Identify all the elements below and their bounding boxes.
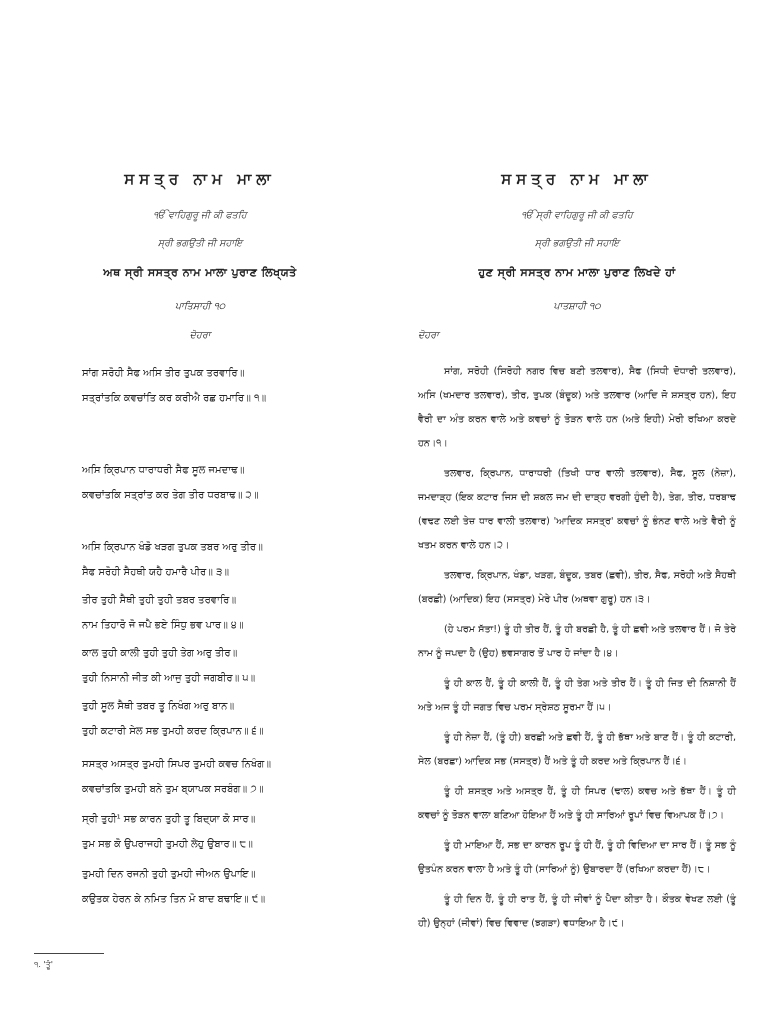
verse-line: ਕਵਚਾਂਤਕਿ ਸਤ੍ਰਾਂਤ ਕਰ ਤੇਗ ਤੀਰ ਧਰਬਾਢ॥ ੨॥ bbox=[82, 490, 259, 501]
verse-2 bbox=[82, 458, 318, 508]
verse-9 bbox=[82, 862, 318, 912]
translation-paragraph-7: ਤੂੰ ਹੀ ਸ਼ਸਤ੍ਰ ਅਤੇ ਅਸਤ੍ਰ ਹੈਂ, ਤੂੰ ਹੀ ਸਿਪਰ (ਢਾਲ) ਕਵਚ ਅਤੇ ਭੱਥਾ ਹੈਂ। ਤੂੰ ਹੀ ਕਵਚਾਂ ਨੂੰ ਤੋੜਨ ਵਾਲਾ ਬਣਿਆ ਹੋਇਆ ਹੈਂ ਅਤੇ ਤੂੰ ਹੀ ਸਾਰਿਆਂ ਰੂਪਾਂ ਵਿਚ ਵਿਆਪਕ ਹੈਂ।੭। bbox=[418, 786, 736, 821]
verse-line: ਸ੍ਰੀ ਤੁਹੀ¹ ਸਭ ਕਾਰਨ ਤੁਹੀ ਤੂ ਬਿਦ੍ਯਾ ਕੋ ਸਾਰ॥ bbox=[82, 814, 256, 825]
left-subtitle: ਅਥ ਸ੍ਰੀ ਸਸਤ੍ਰ ਨਾਮ ਮਾਲਾ ਪੁਰਾਣ ਲਿਖ੍ਯਤੇ bbox=[103, 266, 297, 279]
translation-paragraph-5: ਤੂੰ ਹੀ ਕਾਲ ਹੈਂ, ਤੂੰ ਹੀ ਕਾਲੀ ਹੈਂ, ਤੂੰ ਹੀ ਤੇਗ ਅਤੇ ਤੀਰ ਹੈਂ। ਤੂੰ ਹੀ ਜਿਤ ਦੀ ਨਿਸ਼ਾਨੀ ਹੈਂ ਅਤੇ ਅਜ ਤੂੰ ਹੀ ਜਗਤ ਵਿਚ ਪਰਮ ਸ੍ਰੇਸ਼ਠ ਸੂਰਮਾ ਹੈਂ।੫। bbox=[418, 678, 736, 713]
translation-paragraph-3: ਤਲਵਾਰ, ਕ੍ਰਿਪਾਨ, ਖੰਡਾ, ਖੜਗ, ਬੰਦੂਕ, ਤਬਰ (ਛਵੀ), ਤੀਰ, ਸੈਫ, ਸਰੋਹੀ ਅਤੇ ਸੈਹਥੀ (ਬਰਛੀ) (ਆਦਿਕ) ਇਹ (ਸਸਤ੍ਰ) ਮੇਰੇ ਪੀਰ (ਅਥਵਾ ਗੁਰੂ) ਹਨ।੩। bbox=[418, 570, 736, 605]
left-patshahi: ਪਾਤਿਸਾਹੀ ੧੦ bbox=[174, 301, 226, 312]
footnote: ੧. 'ਤੂੰ' bbox=[34, 960, 53, 969]
verse-line: ਸੈਫ ਸਰੋਹੀ ਸੈਹਥੀ ਯਹੈ ਹਮਾਰੈ ਪੀਰ॥ ੩॥ bbox=[82, 567, 230, 578]
verse-5 bbox=[82, 641, 318, 691]
right-invocation: ੴ ਸ੍ਰੀ ਵਾਹਿਗੁਰੂ ਜੀ ਕੀ ਫਤਹਿ bbox=[521, 210, 633, 221]
translation-paragraph-4: (ਹੇ ਪਰਮ ਸੱਤਾ!) ਤੂੰ ਹੀ ਤੀਰ ਹੈਂ, ਤੂੰ ਹੀ ਬਰਛੀ ਹੈ, ਤੂੰ ਹੀ ਛਵੀ ਅਤੇ ਤਲਵਾਰ ਹੈਂ। ਜੋ ਤੇਰੇ ਨਾਮ ਨੂੰ ਜਪਦਾ ਹੈ (ਉਹ) ਭਵਸਾਗਰ ਤੋਂ ਪਾਰ ਹੋ ਜਾਂਦਾ ਹੈ।੪। bbox=[418, 624, 736, 659]
verse-line: ਕਾਲ ਤੁਹੀ ਕਾਲੀ ਤੁਹੀ ਤੁਹੀ ਤੇਗ ਅਰੁ ਤੀਰ॥ bbox=[82, 648, 238, 659]
verse-line: ਅਸਿ ਕ੍ਰਿਪਾਨ ਖੰਡੋ ਖੜਗ ਤੁਪਕ ਤਬਰ ਅਰੁ ਤੀਰ॥ bbox=[82, 542, 263, 553]
footnote-divider bbox=[34, 953, 104, 954]
right-dohra-heading: ਦੋਹਰਾ bbox=[418, 330, 439, 341]
verse-8 bbox=[82, 807, 318, 857]
translation-paragraph-9: ਤੂੰ ਹੀ ਦਿਨ ਹੈਂ, ਤੂੰ ਹੀ ਰਾਤ ਹੈਂ, ਤੂੰ ਹੀ ਜੀਵਾਂ ਨੂੰ ਪੈਦਾ ਕੀਤਾ ਹੈ। ਕੌਤਕ ਵੇਖਣ ਲਈ (ਤੂੰ ਹੀ) ਉਨ੍ਹਾਂ (ਜੀਵਾਂ) ਵਿਚ ਵਿਵਾਦ (ਝਗੜਾ) ਵਧਾਇਆ ਹੈ।੯। bbox=[418, 894, 736, 929]
left-dohra-heading: ਦੋਹਰਾ bbox=[189, 330, 211, 341]
verse-line: ਤੁਮਹੀ ਦਿਨ ਰਜਨੀ ਤੁਹੀ ਤੁਮਹੀ ਜੀਅਨ ਉਪਾਇ॥ bbox=[82, 869, 256, 880]
left-title: ਸਸਤ੍ਰ ਨਾਮ ਮਾਲਾ bbox=[124, 170, 276, 188]
verse-7 bbox=[82, 752, 318, 802]
right-sri-bhagauti: ਸ੍ਰੀ ਭਗਉਤੀ ਜੀ ਸਹਾਇ bbox=[534, 238, 620, 249]
left-invocation: ੴ ਵਾਹਿਗੁਰੂ ਜੀ ਕੀ ਫਤਹਿ bbox=[153, 210, 247, 221]
verse-line: ਸਾਂਗ ਸਰੋਹੀ ਸੈਫ ਅਸਿ ਤੀਰ ਤੁਪਕ ਤਰਵਾਰਿ॥ bbox=[82, 368, 245, 379]
verse-line: ਤੁਹੀ ਨਿਸਾਨੀ ਜੀਤ ਕੀ ਆਜੁ ਤੁਹੀ ਜਗਬੀਰ॥ ੫॥ bbox=[82, 673, 256, 684]
verse-line: ਤੁਹੀ ਸੂਲ ਸੈਥੀ ਤਬਰ ਤੂ ਨਿਖੰਗ ਅਰੁ ਬਾਨ॥ bbox=[82, 701, 235, 712]
translation-paragraph-6: ਤੂੰ ਹੀ ਨੇਜ਼ਾ ਹੈਂ, (ਤੂੰ ਹੀ) ਬਰਛੀ ਅਤੇ ਛਵੀ ਹੈਂ, ਤੂੰ ਹੀ ਭੱਥਾ ਅਤੇ ਬਾਣ ਹੈਂ। ਤੂੰ ਹੀ ਕਟਾਰੀ, ਸੇਲ (ਬਰਛਾ) ਆਦਿਕ ਸਭ (ਸਸਤ੍ਰ) ਹੈਂ ਅਤੇ ਤੂੰ ਹੀ ਕਰਦ ਅਤੇ ਕ੍ਰਿਪਾਨ ਹੈਂ।੬। bbox=[418, 732, 736, 767]
right-column-translation bbox=[418, 170, 736, 942]
left-column-original-verse bbox=[82, 170, 318, 912]
verse-line: ਤੁਹੀ ਕਟਾਰੀ ਸੇਲ ਸਭ ਤੁਮਹੀ ਕਰਦ ਕ੍ਰਿਪਾਨ॥ ੬॥ bbox=[82, 726, 264, 737]
verse-line: ਸਸਤ੍ਰ ਅਸਤ੍ਰ ਤੁਮਹੀ ਸਿਪਰ ਤੁਮਹੀ ਕਵਚ ਨਿਖੰਗ॥ bbox=[82, 759, 271, 770]
verse-line: ਤੀਰ ਤੁਹੀ ਸੈਥੀ ਤੁਹੀ ਤੁਹੀ ਤਬਰ ਤਰਵਾਰਿ॥ bbox=[82, 595, 237, 606]
translation-paragraph-1: ਸਾਂਗ, ਸਰੋਹੀ (ਸਿਰੋਹੀ ਨਗਰ ਵਿਚ ਬਣੀ ਤਲਵਾਰ), ਸੈਫ (ਸਿਧੀ ਦੋਧਾਰੀ ਤਲਵਾਰ), ਅਸਿ (ਖਮਦਾਰ ਤਲਵਾਰ), ਤੀਰ, ਤੁਪਕ (ਬੰਦੂਕ) ਅਤੇ ਤਲਵਾਰ (ਆਦਿ ਜੋ ਸ਼ਸਤ੍ਰ ਹਨ), ਇਹ ਵੈਰੀ ਦਾ ਅੰਤ ਕਰਨ ਵਾਲੇ ਅਤੇ ਕਵਚਾਂ ਨੂੰ ਤੋੜਨ ਵਾਲੇ ਹਨ (ਅਤੇ ਇਹੀ) ਮੇਰੀ ਰਖਿਆ ਕਰਦੇ ਹਨ।੧। bbox=[418, 366, 736, 449]
right-title: ਸਸਤ੍ਰ ਨਾਮ ਮਾਲਾ bbox=[501, 170, 653, 188]
translation-paragraph-2: ਤਲਵਾਰ, ਕ੍ਰਿਪਾਨ, ਧਾਰਾਧਰੀ (ਤਿਖੀ ਧਾਰ ਵਾਲੀ ਤਲਵਾਰ), ਸੈਫ, ਸੂਲ (ਨੇਜ਼ਾ), ਜਮਦਾੜ੍ਹ (ਇਕ ਕਟਾਰ ਜਿਸ ਦੀ ਸ਼ਕਲ ਜਮ ਦੀ ਦਾੜ੍ਹ ਵਰਗੀ ਹੁੰਦੀ ਹੈ), ਤੇਗ, ਤੀਰ, ਧਰਬਾਢ (ਵਢਣ ਲਈ ਤੇਜ਼ ਧਾਰ ਵਾਲੀ ਤਲਵਾਰ) 'ਆਦਿਕ ਸਸਤ੍ਰ' ਕਵਚਾਂ ਨੂੰ ਭੰਨਣ ਵਾਲੇ ਅਤੇ ਵੈਰੀ ਨੂੰ ਖਤਮ ਕਰਨ ਵਾਲੇ ਹਨ।੨। bbox=[418, 468, 736, 551]
verse-3 bbox=[82, 535, 318, 585]
verse-line: ਅਸਿ ਕ੍ਰਿਪਾਨ ਧਾਰਾਧਰੀ ਸੈਫ ਸੂਲ ਜਮਦਾਢ॥ bbox=[82, 465, 245, 476]
verse-line: ਸਤ੍ਰਾਂਤਕਿ ਕਵਚਾਂਤਿ ਕਰ ਕਰੀਐ ਰਛ ਹਮਾਰਿ॥ ੧॥ bbox=[82, 393, 267, 404]
verse-4 bbox=[82, 588, 318, 638]
left-sri-bhagauti: ਸ੍ਰੀ ਭਗਉਤੀ ਜੀ ਸਹਾਇ bbox=[157, 238, 243, 249]
verse-line: ਨਾਮ ਤਿਹਾਰੋ ਜੋ ਜਪੈ ਭਏ ਸਿੰਧੁ ਭਵ ਪਾਰ॥ ੪॥ bbox=[82, 620, 244, 631]
right-patshahi: ਪਾਤਸ਼ਾਹੀ ੧੦ bbox=[553, 301, 601, 312]
verse-6 bbox=[82, 694, 318, 744]
verse-line: ਕਉਤਕ ਹੇਰਨ ਕੇ ਨਮਿਤ ਤਿਨ ਮੋ ਬਾਦ ਬਢਾਇ॥ ੯॥ bbox=[82, 894, 266, 905]
verse-1 bbox=[82, 361, 318, 411]
translation-paragraph-8: ਤੂੰ ਹੀ ਮਾਇਆ ਹੈਂ, ਸਭ ਦਾ ਕਾਰਨ ਰੂਪ ਤੂੰ ਹੀ ਹੈਂ, ਤੂੰ ਹੀ ਵਿਦਿਆ ਦਾ ਸਾਰ ਹੈਂ। ਤੂੰ ਸਭ ਨੂੰ ਉਤਪੰਨ ਕਰਨ ਵਾਲਾ ਹੈ ਅਤੇ ਤੂੰ ਹੀ (ਸਾਰਿਆਂ ਨੂੰ) ਉਬਾਰਦਾ ਹੈਂ (ਰਖਿਆ ਕਰਦਾ ਹੈਂ)।੮। bbox=[418, 840, 736, 875]
verse-line: ਤੁਮ ਸਭ ਕੋ ਉਪਰਾਜਹੀ ਤੁਮਹੀ ਲੇਹੁ ਉਬਾਰ॥ ੮॥ bbox=[82, 839, 253, 850]
verse-line: ਕਵਚਾਂਤਕਿ ਤੁਮਹੀ ਬਨੇ ਤੁਮ ਬ੍ਯਾਪਕ ਸਰਬੰਗ॥ ੭॥ bbox=[82, 784, 264, 795]
right-subtitle: ਹੁਣ ਸ੍ਰੀ ਸਸਤ੍ਰ ਨਾਮ ਮਾਲਾ ਪੁਰਾਣ ਲਿਖਦੇ ਹਾਂ bbox=[478, 266, 676, 279]
